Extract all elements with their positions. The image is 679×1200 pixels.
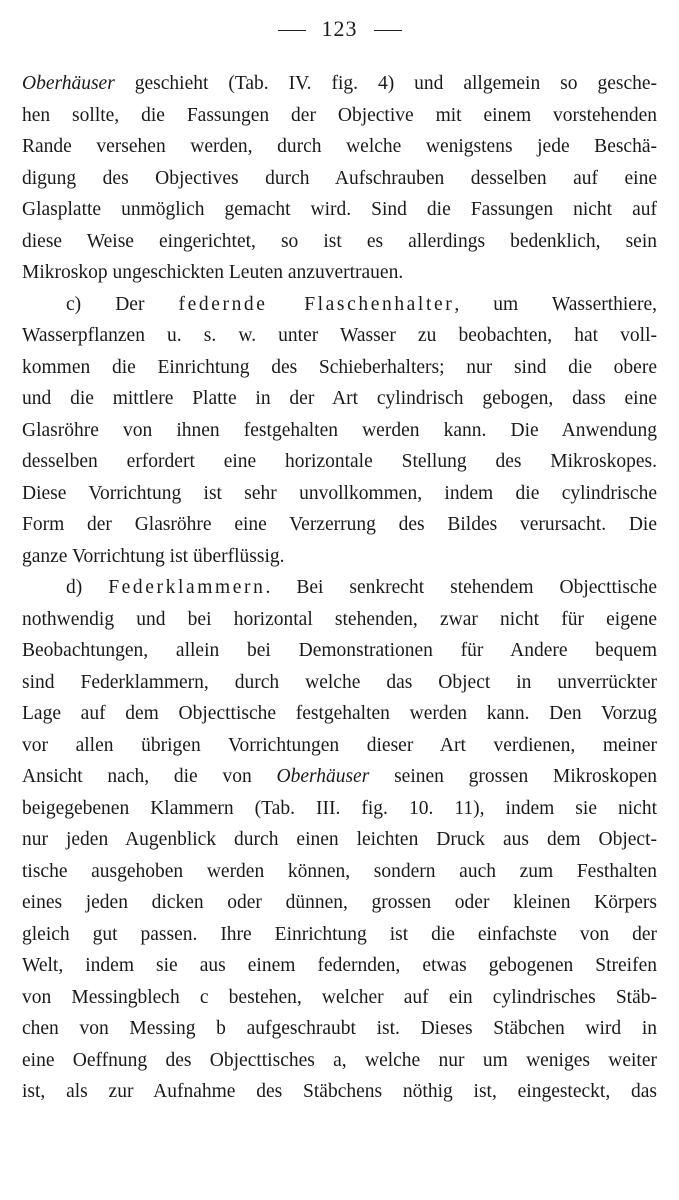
text-line: Form der Glasröhre eine Verzerrung des Bildes verursacht. Die bbox=[22, 514, 657, 535]
text-line: Rande versehen werden, durch welche wenigstens jede Beschä- bbox=[22, 136, 657, 157]
text-line: eines jeden dicken oder dünnen, grossen oder kleinen Körpers bbox=[22, 892, 657, 913]
text-line: von Messingblech c bestehen, welcher auf ein cylindrisches Stäb- bbox=[22, 986, 657, 1008]
text-line: Diese Vorrichtung ist sehr unvollkommen, indem die cylindrische bbox=[22, 482, 657, 504]
text-line: eine Oeffnung des Objecttisches a, welche nur um weniges weiter bbox=[22, 1049, 657, 1071]
text-line: und die mittlere Platte in der Art cylindrisch gebogen, dass eine bbox=[22, 388, 657, 409]
text-line: desselben erfordert eine horizontale Stellung des Mikroskopes. bbox=[22, 451, 657, 472]
text-line: Wasserpflanzen u. s. w. unter Wasser zu beobachten, hat voll- bbox=[22, 325, 657, 346]
text-line: nothwendig und bei horizontal stehenden, zwar nicht für eigene bbox=[22, 608, 657, 630]
page-number: 123 bbox=[321, 16, 358, 41]
text-line: d) Federklammern. Bei senkrecht stehendem Objecttische bbox=[66, 577, 657, 598]
body-text bbox=[22, 68, 657, 1108]
text-line: ganze Vorrichtung ist überflüssig. bbox=[22, 545, 285, 567]
text-line: Glasplatte unmöglich gemacht wird. Sind die Fassungen nicht auf bbox=[22, 199, 657, 220]
text-line: vor allen übrigen Vorrichtungen dieser Art verdienen, meiner bbox=[22, 734, 657, 756]
text-line: sind Federklammern, durch welche das Object in unverrückter bbox=[22, 671, 657, 693]
header-dash-left bbox=[278, 30, 306, 31]
text-line: diese Weise eingerichtet, so ist es allerdings bedenklich, sein bbox=[22, 230, 657, 252]
text-line: gleich gut passen. Ihre Einrichtung ist die einfachste von der bbox=[22, 923, 657, 945]
text-line: kommen die Einrichtung des Schieberhalters; nur sind die obere bbox=[22, 356, 657, 378]
text-line: Glasröhre von ihnen festgehalten werden kann. Die Anwendung bbox=[22, 419, 657, 441]
page-header bbox=[0, 16, 679, 42]
text-line: digung des Objectives durch Aufschrauben desselben auf eine bbox=[22, 167, 657, 189]
text-line: Mikroskop ungeschickten Leuten anzuvertrauen. bbox=[22, 262, 404, 283]
text-line: Welt, indem sie aus einem federnden, etwas gebogenen Streifen bbox=[22, 955, 657, 976]
text-line: beigegebenen Klammern (Tab. III. fig. 10. 11), indem sie nicht bbox=[22, 797, 657, 819]
text-line: Ansicht nach, die von Oberhäuser seinen grossen Mikroskopen bbox=[22, 766, 658, 787]
text-line: tische ausgehoben werden können, sondern auch zum Festhalten bbox=[22, 860, 657, 882]
text-line: nur jeden Augenblick durch einen leichten Druck aus dem Object- bbox=[22, 829, 657, 850]
text-line: c) Der federnde Flaschenhalter, um Wasserthiere, bbox=[66, 293, 657, 315]
text-line: ist, als zur Aufnahme des Stäbchens nöthig ist, eingesteckt, das bbox=[22, 1081, 657, 1102]
text-line: hen sollte, die Fassungen der Objective mit einem vorstehenden bbox=[22, 104, 657, 126]
text-line: Lage auf dem Objecttische festgehalten werden kann. Den Vorzug bbox=[22, 703, 657, 724]
header-dash-right bbox=[374, 30, 402, 31]
text-line: Oberhäuser geschieht (Tab. IV. fig. 4) und allgemein so gesche- bbox=[22, 73, 657, 94]
text-line: chen von Messing b aufgeschraubt ist. Dieses Stäbchen wird in bbox=[22, 1018, 657, 1039]
text-line: Beobachtungen, allein bei Demonstrationen für Andere bequem bbox=[22, 640, 657, 661]
